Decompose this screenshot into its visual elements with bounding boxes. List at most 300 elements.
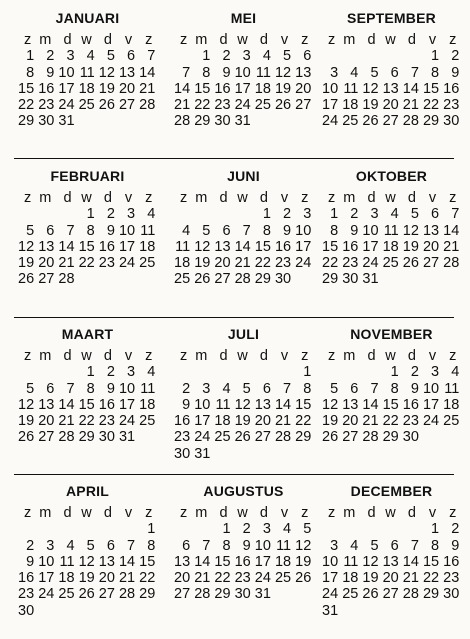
- day-cell: 7: [410, 64, 419, 81]
- weekday-header: m: [343, 32, 356, 48]
- day-cell: 18: [174, 255, 191, 272]
- empty-cell: [210, 206, 230, 222]
- day-cell: 1: [390, 364, 399, 381]
- weekday-header: z: [145, 190, 153, 206]
- day-cell: 22: [295, 413, 312, 430]
- day-cell: 6: [46, 380, 55, 397]
- weekday-header: d: [63, 190, 72, 206]
- day-cell: 2: [410, 364, 419, 381]
- day-cell: 27: [382, 113, 399, 130]
- day-cell: 23: [443, 97, 460, 114]
- day-grid: [318, 348, 459, 446]
- day-cell: 6: [303, 48, 312, 65]
- day-cell: 15: [295, 396, 312, 413]
- day-cell: 27: [382, 586, 399, 603]
- month-juni: [170, 168, 317, 323]
- day-cell: 29: [322, 271, 339, 288]
- day-cell: 27: [118, 97, 136, 114]
- day-cell: 12: [362, 80, 379, 97]
- weekday-header: d: [407, 32, 416, 48]
- day-cell: 20: [254, 413, 271, 430]
- day-cell: 5: [26, 380, 35, 397]
- day-cell: 10: [322, 553, 339, 570]
- weekday-header: d: [407, 190, 416, 206]
- day-cell: 18: [443, 396, 460, 413]
- empty-cell: [190, 521, 210, 537]
- weekday-header: z: [327, 348, 336, 364]
- day-cell: 3: [127, 364, 136, 381]
- empty-cell: [358, 48, 378, 64]
- day-cell: 12: [362, 553, 379, 570]
- day-cell: 2: [46, 48, 55, 65]
- weekday-header: v: [428, 190, 437, 206]
- day-cell: 14: [274, 396, 292, 413]
- day-cell: 29: [295, 429, 312, 446]
- day-cell: 21: [362, 413, 379, 430]
- day-cell: 30: [174, 445, 191, 462]
- day-cell: 18: [254, 80, 271, 97]
- day-cell: 20: [38, 255, 55, 272]
- day-cell: 21: [402, 97, 419, 114]
- month-name: SEPTEMBER: [347, 10, 436, 26]
- day-cell: 9: [106, 222, 115, 239]
- day-cell: 13: [98, 553, 115, 570]
- empty-cell: [190, 206, 210, 222]
- day-cell: 20: [342, 413, 359, 430]
- weekday-header: z: [449, 505, 457, 521]
- weekday-header: d: [259, 505, 268, 521]
- day-cell: 20: [382, 570, 399, 587]
- day-cell: 15: [78, 396, 95, 413]
- day-cell: 19: [295, 553, 312, 570]
- day-cell: 27: [342, 429, 359, 446]
- month-augustus: [170, 483, 317, 638]
- day-cell: 8: [202, 64, 211, 81]
- day-cell: 17: [234, 80, 251, 97]
- day-cell: 10: [254, 537, 271, 554]
- weekday-header: d: [407, 505, 416, 521]
- day-cell: 11: [140, 380, 156, 397]
- day-cell: 21: [139, 80, 156, 97]
- day-cell: 24: [118, 255, 136, 272]
- day-cell: 11: [140, 222, 156, 239]
- day-cell: 19: [98, 80, 115, 97]
- day-cell: 31: [58, 113, 75, 130]
- day-cell: 22: [382, 413, 399, 430]
- weekday-header: w: [237, 348, 248, 364]
- empty-cell: [338, 364, 358, 380]
- day-cell: 31: [118, 429, 136, 446]
- day-cell: 7: [370, 380, 379, 397]
- weekday-header: d: [63, 32, 72, 48]
- day-cell: 25: [382, 255, 399, 272]
- empty-cell: [251, 364, 271, 380]
- day-cell: 7: [410, 537, 419, 554]
- day-cell: 22: [78, 255, 95, 272]
- weekday-header: z: [449, 348, 457, 364]
- day-cell: 19: [194, 255, 211, 272]
- day-cell: 25: [139, 413, 156, 430]
- day-cell: 17: [422, 396, 440, 413]
- weekday-header: w: [81, 190, 92, 206]
- empty-cell: [379, 48, 399, 64]
- day-cell: 23: [98, 413, 115, 430]
- day-cell: 21: [402, 570, 419, 587]
- day-cell: 19: [402, 238, 419, 255]
- day-cell: 17: [254, 553, 271, 570]
- weekday-header: z: [145, 348, 153, 364]
- day-cell: 3: [127, 206, 136, 223]
- day-cell: 23: [18, 586, 35, 603]
- day-cell: 28: [443, 255, 460, 272]
- day-cell: 13: [295, 64, 312, 81]
- day-cell: 8: [86, 222, 95, 239]
- day-cell: 12: [295, 537, 312, 554]
- day-cell: 9: [451, 537, 460, 554]
- weekday-header: w: [385, 505, 396, 521]
- day-cell: 14: [402, 80, 419, 97]
- day-cell: 1: [202, 48, 211, 65]
- day-cell: 16: [98, 238, 115, 255]
- day-cell: 24: [362, 255, 379, 272]
- empty-cell: [170, 364, 190, 380]
- weekday-header: z: [301, 32, 309, 48]
- day-cell: 19: [362, 570, 379, 587]
- day-cell: 26: [98, 97, 115, 114]
- day-cell: 5: [26, 222, 35, 239]
- day-cell: 2: [451, 521, 460, 538]
- day-cell: 25: [139, 255, 156, 272]
- day-cell: 21: [58, 255, 75, 272]
- day-cell: 15: [422, 80, 440, 97]
- weekday-header: m: [39, 505, 52, 521]
- day-cell: 26: [78, 586, 95, 603]
- empty-cell: [210, 364, 230, 380]
- day-cell: 28: [234, 271, 251, 288]
- weekday-header: m: [343, 348, 356, 364]
- day-cell: 23: [342, 255, 359, 272]
- day-cell: 6: [390, 537, 399, 554]
- empty-cell: [75, 521, 95, 537]
- day-cell: 9: [350, 222, 359, 239]
- day-cell: 4: [86, 48, 95, 65]
- day-cell: 12: [234, 396, 251, 413]
- day-cell: 17: [118, 238, 136, 255]
- weekday-header: v: [428, 505, 437, 521]
- weekday-header: w: [385, 32, 396, 48]
- day-cell: 23: [38, 97, 55, 114]
- day-cell: 17: [38, 570, 55, 587]
- weekday-header: m: [39, 190, 52, 206]
- day-cell: 5: [242, 380, 251, 397]
- day-cell: 29: [254, 271, 271, 288]
- day-cell: 18: [342, 570, 359, 587]
- day-cell: 20: [422, 238, 440, 255]
- weekday-header: m: [343, 505, 356, 521]
- day-cell: 4: [222, 380, 231, 397]
- day-cell: 27: [38, 271, 55, 288]
- day-cell: 18: [78, 80, 95, 97]
- month-maart: [14, 326, 161, 481]
- day-cell: 8: [262, 222, 271, 239]
- day-cell: 14: [174, 80, 191, 97]
- day-cell: 21: [234, 255, 251, 272]
- day-cell: 11: [383, 222, 399, 239]
- empty-cell: [170, 48, 190, 64]
- day-cell: 21: [118, 570, 136, 587]
- day-cell: 13: [342, 396, 359, 413]
- day-cell: 25: [214, 429, 231, 446]
- day-cell: 2: [350, 206, 359, 223]
- day-cell: 20: [118, 80, 136, 97]
- day-cell: 22: [214, 570, 231, 587]
- day-cell: 17: [194, 413, 211, 430]
- day-cell: 19: [274, 80, 292, 97]
- day-cell: 20: [38, 413, 55, 430]
- day-cell: 11: [343, 80, 359, 97]
- day-cell: 10: [422, 380, 440, 397]
- day-cell: 26: [18, 271, 35, 288]
- day-cell: 4: [350, 537, 359, 554]
- empty-cell: [399, 521, 419, 537]
- day-cell: 13: [38, 238, 55, 255]
- weekday-header: v: [428, 348, 437, 364]
- day-cell: 3: [303, 206, 312, 223]
- day-cell: 24: [38, 586, 55, 603]
- day-cell: 18: [58, 570, 75, 587]
- day-cell: 10: [362, 222, 379, 239]
- month-name: JULI: [227, 326, 260, 342]
- day-cell: 6: [350, 380, 359, 397]
- day-cell: 16: [98, 396, 115, 413]
- day-cell: 19: [18, 255, 35, 272]
- day-cell: 24: [322, 113, 339, 130]
- day-cell: 22: [194, 97, 211, 114]
- day-cell: 5: [283, 48, 292, 65]
- day-cell: 30: [443, 113, 460, 130]
- empty-cell: [54, 521, 74, 537]
- day-cell: 9: [46, 64, 55, 81]
- day-cell: 3: [330, 64, 339, 81]
- weekday-header: d: [367, 32, 376, 48]
- month-januari: [14, 10, 161, 165]
- day-grid: [170, 32, 311, 130]
- day-cell: 7: [66, 222, 75, 239]
- day-cell: 3: [46, 537, 55, 554]
- day-cell: 4: [283, 521, 292, 538]
- day-cell: 22: [422, 97, 440, 114]
- day-cell: 13: [382, 80, 399, 97]
- month-name: AUGUSTUS: [203, 483, 284, 499]
- empty-cell: [54, 206, 74, 222]
- weekday-header: z: [23, 190, 32, 206]
- weekday-header: z: [145, 505, 153, 521]
- day-cell: 24: [194, 429, 211, 446]
- day-cell: 29: [78, 429, 95, 446]
- day-cell: 29: [139, 586, 156, 603]
- day-cell: 12: [274, 64, 292, 81]
- day-cell: 18: [214, 413, 231, 430]
- day-cell: 18: [139, 396, 156, 413]
- day-cell: 18: [139, 238, 156, 255]
- day-cell: 21: [194, 570, 211, 587]
- day-cell: 8: [303, 380, 312, 397]
- day-cell: 26: [322, 429, 339, 446]
- empty-cell: [379, 521, 399, 537]
- day-cell: 13: [214, 238, 231, 255]
- day-cell: 11: [276, 537, 292, 554]
- day-cell: 23: [443, 570, 460, 587]
- weekday-header: z: [145, 32, 153, 48]
- weekday-header: v: [280, 505, 289, 521]
- day-cell: 21: [443, 238, 460, 255]
- day-cell: 8: [431, 64, 440, 81]
- day-cell: 14: [139, 64, 156, 81]
- weekday-header: z: [179, 348, 188, 364]
- day-cell: 22: [322, 255, 339, 272]
- day-cell: 24: [322, 586, 339, 603]
- day-cell: 31: [322, 602, 339, 619]
- weekday-header: v: [124, 505, 133, 521]
- day-cell: 15: [78, 238, 95, 255]
- day-cell: 4: [182, 222, 191, 239]
- empty-cell: [190, 364, 210, 380]
- month-oktober: [318, 168, 465, 323]
- weekday-header: d: [219, 505, 228, 521]
- day-cell: 30: [274, 271, 292, 288]
- day-cell: 2: [242, 521, 251, 538]
- day-cell: 28: [194, 586, 211, 603]
- day-cell: 22: [139, 570, 156, 587]
- weekday-header: v: [280, 32, 289, 48]
- day-cell: 9: [410, 380, 419, 397]
- day-cell: 25: [342, 586, 359, 603]
- day-cell: 29: [18, 113, 35, 130]
- day-cell: 2: [283, 206, 292, 223]
- weekday-header: d: [367, 505, 376, 521]
- weekday-header: v: [280, 348, 289, 364]
- empty-cell: [14, 521, 34, 537]
- day-cell: 3: [202, 380, 211, 397]
- day-cell: 25: [274, 570, 292, 587]
- day-cell: 3: [330, 537, 339, 554]
- day-cell: 10: [38, 553, 55, 570]
- day-cell: 4: [350, 64, 359, 81]
- day-cell: 5: [370, 64, 379, 81]
- day-cell: 30: [98, 429, 115, 446]
- day-cell: 3: [262, 521, 271, 538]
- day-cell: 15: [194, 80, 211, 97]
- day-cell: 1: [431, 48, 440, 65]
- day-cell: 10: [194, 396, 211, 413]
- day-cell: 3: [66, 48, 75, 65]
- day-cell: 5: [202, 222, 211, 239]
- day-cell: 18: [274, 553, 292, 570]
- day-cell: 14: [58, 238, 75, 255]
- weekday-header: m: [39, 348, 52, 364]
- weekday-header: w: [237, 32, 248, 48]
- weekday-header: z: [179, 505, 188, 521]
- day-cell: 13: [422, 222, 440, 239]
- month-name: DECEMBER: [350, 483, 433, 499]
- empty-cell: [318, 521, 338, 537]
- day-cell: 28: [402, 586, 419, 603]
- day-cell: 29: [194, 113, 211, 130]
- day-cell: 26: [194, 271, 211, 288]
- day-cell: 9: [242, 537, 251, 554]
- day-cell: 2: [451, 48, 460, 65]
- day-cell: 17: [118, 396, 136, 413]
- empty-cell: [170, 206, 190, 222]
- day-cell: 4: [262, 48, 271, 65]
- day-grid: [170, 190, 311, 288]
- day-cell: 16: [214, 80, 231, 97]
- day-cell: 23: [402, 413, 419, 430]
- day-cell: 16: [274, 238, 292, 255]
- day-cell: 10: [295, 222, 312, 239]
- month-name: MEI: [230, 10, 257, 26]
- day-cell: 1: [330, 206, 339, 223]
- day-cell: 7: [182, 64, 191, 81]
- day-cell: 16: [443, 80, 460, 97]
- empty-cell: [358, 364, 378, 380]
- day-cell: 21: [274, 413, 292, 430]
- day-grid: [318, 505, 459, 619]
- weekday-header: m: [195, 348, 208, 364]
- day-cell: 25: [443, 413, 460, 430]
- empty-cell: [95, 521, 115, 537]
- empty-cell: [14, 364, 34, 380]
- day-cell: 28: [274, 429, 292, 446]
- empty-cell: [54, 364, 74, 380]
- day-cell: 30: [234, 586, 251, 603]
- day-cell: 4: [66, 537, 75, 554]
- weekday-header: z: [327, 190, 336, 206]
- weekday-header: v: [124, 348, 133, 364]
- day-cell: 17: [295, 238, 312, 255]
- day-cell: 15: [254, 238, 271, 255]
- day-cell: 12: [18, 238, 35, 255]
- day-grid: [14, 32, 155, 130]
- day-cell: 10: [118, 380, 136, 397]
- day-cell: 27: [214, 271, 231, 288]
- month-name: OKTOBER: [355, 168, 428, 184]
- day-cell: 14: [58, 396, 75, 413]
- day-cell: 6: [222, 222, 231, 239]
- day-cell: 15: [422, 553, 440, 570]
- day-cell: 13: [174, 553, 191, 570]
- day-cell: 28: [118, 586, 136, 603]
- empty-cell: [115, 521, 135, 537]
- day-cell: 26: [402, 255, 419, 272]
- weekday-header: d: [103, 32, 112, 48]
- weekday-header: z: [23, 505, 32, 521]
- empty-cell: [318, 364, 338, 380]
- day-cell: 15: [139, 553, 156, 570]
- day-cell: 27: [254, 429, 271, 446]
- empty-cell: [271, 364, 291, 380]
- weekday-header: d: [367, 348, 376, 364]
- day-cell: 7: [242, 222, 251, 239]
- month-name: JANUARI: [55, 10, 120, 26]
- day-cell: 20: [382, 97, 399, 114]
- day-cell: 31: [362, 271, 379, 288]
- weekday-header: d: [407, 348, 416, 364]
- day-cell: 16: [443, 553, 460, 570]
- day-cell: 14: [362, 396, 379, 413]
- day-cell: 14: [118, 553, 136, 570]
- day-cell: 28: [402, 113, 419, 130]
